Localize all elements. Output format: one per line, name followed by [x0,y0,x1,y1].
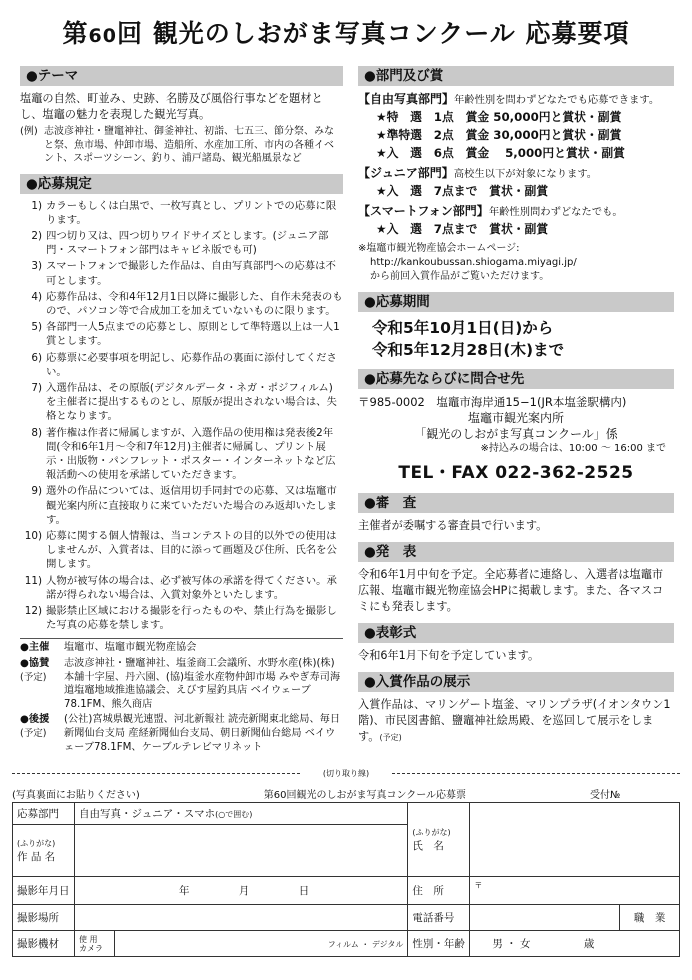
organizer-row: ●後援 (予定) (公社)宮城県観光連盟、河北新報社 読売新聞東北総局、毎日新聞仙台支局 産経新聞仙台支局、朝日新聞仙台総局 ベイウェーブ78.1FM、ケーブルテレビマリネット [20,714,341,753]
theme-text: 塩竈の自然、町並み、史跡、名勝及び風俗行事などを題材とし、塩竈の魅力を表現した観光写真。 [20,92,323,121]
rule-item: 3) スマートフォンで撮影した作品は、自由写真部門への応募は不可とします。 [31,260,336,287]
rule-item: 8) 著作権は作者に帰属しますが、入選作品の使用権は発表後2年間(令和6年1月〜令和7年12月)主催者に帰属し、プリント展示・出版物・パンフレット・ポスター・インターネットなど広報活動への使用を承諾していただきます。 [31,426,336,482]
date-label: 撮影年月日 [13,877,75,905]
receipt-number: 受付№ [589,790,621,801]
rule-item: 11) 人物が被写体の場合は、必ず被写体の承諾を得てください。承諾が得られない場合は、入賞対象外といたします。 [24,574,337,601]
equipment-field[interactable]: フィルム ・ デジタル [115,931,408,957]
free-category: 【自由写真部門】年齢性別を問わずどなたでも応募できます。 [358,92,660,106]
rule-item: 4) 応募作品は、令和4年12月1日以降に撮影した、自作未発表のもので、パソコン等で合成加工を加えていないものに限ります。 [31,290,343,317]
smartphone-category: 【スマートフォン部門】年齢性別問わずどなたでも。 [358,204,623,218]
paste-note: (写真裏面にお貼りください) [12,790,140,801]
place-field[interactable] [75,905,408,931]
camera-label: 使 用 カメラ [75,931,115,957]
cut-label: (切り取り線) [300,768,392,779]
junior-category: 【ジュニア部門】高校生以下が対象になります。 [358,166,598,180]
organizer-row: ●協賛 (予定) 志波彦神社・鹽竈神社、塩釜商工会議所、水野水産(株)(株)本舗十字屋、丹六園、(協)塩釜水産物仲卸市場 みやぎ寿司海道塩竈地域推進協議会、えびす屋釣具店 ベイウェーブ78.1FM、熊久商店 [20,657,341,710]
smartphone-prize: ★入 選 7点まで 賞状・副賞 [376,222,549,236]
phone-field[interactable] [470,905,620,931]
page-title: 第60回 観光のしおがま写真コンクール 応募要項 [62,19,630,48]
free-prize: ★入 選 6点 賞金 5,000円と賞状・副賞 [376,146,625,160]
category-field[interactable]: 自由写真・ジュニア・スマホ(○で囲む) [75,803,408,825]
contact-office: 塩竈市観光案内所 [467,411,564,425]
rule-item: 10) 応募に関する個人情報は、当コンテストの目的以外での使用はしませんが、入賞者は、目的に添って画題及び住所、氏名を公開します。 [24,529,337,571]
website-note: ※塩竈市観光物産協会ホームページ: [358,243,520,254]
period-heading: ●応募期間 [358,292,674,312]
rule-item: 2) 四つ切り又は、四つ切りワイドサイズとします。(ジュニア部門・スマートフォン部門はキャビネ版でも可) [31,229,329,257]
name-field[interactable] [470,803,680,877]
website-note-2: から前回入賞作品がご覧いただけます。 [370,271,550,282]
judging-heading: ●審 査 [358,493,674,513]
free-prize: ★特 選 1点 賞金 50,000円と賞状・副賞 [376,110,622,124]
exhibition-text: 入賞作品は、マリンゲート塩釜、マリンプラザ(イオンタウン1階)、市民図書館、鹽竈神社絵馬殿、を巡回して展示をします。(予定) [358,698,671,743]
awards-heading: ●部門及び賞 [358,66,674,86]
address-label: 住 所 [408,877,470,905]
rules-list [20,199,343,633]
period-text: 令和5年10月1日(日)から 令和5年12月28日(木)まで [372,319,565,359]
announcement-heading: ●発 表 [358,542,674,562]
rules-heading: ●応募規定 [20,174,343,194]
phone-label: 電話番号 [408,905,470,931]
rule-item: 9) 選外の作品については、返信用切手同封での応募、又は塩竈市観光案内所に直接取りに来ていただいた場合のみ返却いたします。 [31,485,337,526]
job-field[interactable]: 職 業 [620,905,680,931]
contact-dept: 「観光のしおがま写真コンクール」係 [414,427,618,441]
website-url[interactable]: http://kankoubussan.shiogama.miyagi.jp/ [370,257,577,268]
exhibition-heading: ●入賞作品の展示 [358,672,674,692]
work-title-field[interactable] [75,825,408,877]
place-label: 撮影場所 [13,905,75,931]
ceremony-text: 令和6年1月下旬を予定しています。 [358,649,540,662]
announcement-text: 令和6年1月中旬を予定。全応募者に連絡し、入選者は塩竈市広報、塩竈市観光物産協会HPに掲載します。また、各マスコミにも発表します。 [358,568,664,613]
entry-form [12,802,680,957]
equipment-label: 撮影機材 [13,931,75,957]
judging-text: 主催者が委嘱する審査員で行います。 [358,519,548,532]
contact-note: ※持込みの場合は、10:00 〜 16:00 まで [480,443,666,454]
ceremony-heading: ●表彰式 [358,623,674,643]
left-column [20,66,343,754]
rule-item: 7) 入選作品は、その原版(デジタルデータ・ネガ・ポジフィルム)を主催者に提出するものとし、原版が提出されない場合は、失格となります。 [31,381,337,423]
category-label: 応募部門 [13,803,75,825]
sex-age-label: 性別・年齢 [408,931,470,957]
address-field[interactable]: 〒 [470,877,680,905]
right-column [358,66,674,746]
rule-item: 1) カラーもしくは白黒で、一枚写真とし、プリントでの応募に限ります。 [31,199,337,226]
contact-address: 〒985-0002 塩竈市海岸通15−1(JR本塩釜駅構内) [358,395,627,409]
name-label: (ふりがな) 氏 名 [408,803,470,877]
theme-example: (例) 志波彦神社・鹽竈神社、御釜神社、初詣、七五三、節分祭、みなと祭、魚市場、仲卸市場、造船所、水産加工所、市内の各種イベント、スポーツシーン、釣り、浦戸諸島、観光船風景など [20,126,334,164]
organizer-row: ●主催 塩竈市、塩竈市観光物産協会 [20,642,197,654]
date-field[interactable]: 年 月 日 [75,877,408,905]
rule-item: 5) 各部門一人5点までの応募とし、原則として準特選以上は一人1賞とします。 [31,321,340,348]
organizers [20,641,343,754]
rule-item: 6) 応募票に必要事項を明記し、応募作品の裏面に添付してください。 [31,351,337,378]
work-label: (ふりがな) 作 品 名 [13,825,75,877]
form-header [12,786,680,801]
form-title: 第60回観光のしおがま写真コンクール応募票 [263,790,467,801]
contact-tel: TEL・FAX 022-362-2525 [398,463,634,483]
junior-prize: ★入 選 7点まで 賞状・副賞 [376,184,549,198]
rule-item: 12) 撮影禁止区域における撮影を行ったものや、禁止行為を撮影した写真の応募を禁します。 [24,604,337,632]
theme-heading: ●テーマ [20,66,343,86]
contact-heading: ●応募先ならびに問合せ先 [358,369,674,389]
sex-age-field[interactable]: 男 ・ 女 歳 [470,931,680,957]
free-prize: ★準特選 2点 賞金 30,000円と賞状・副賞 [376,128,622,142]
